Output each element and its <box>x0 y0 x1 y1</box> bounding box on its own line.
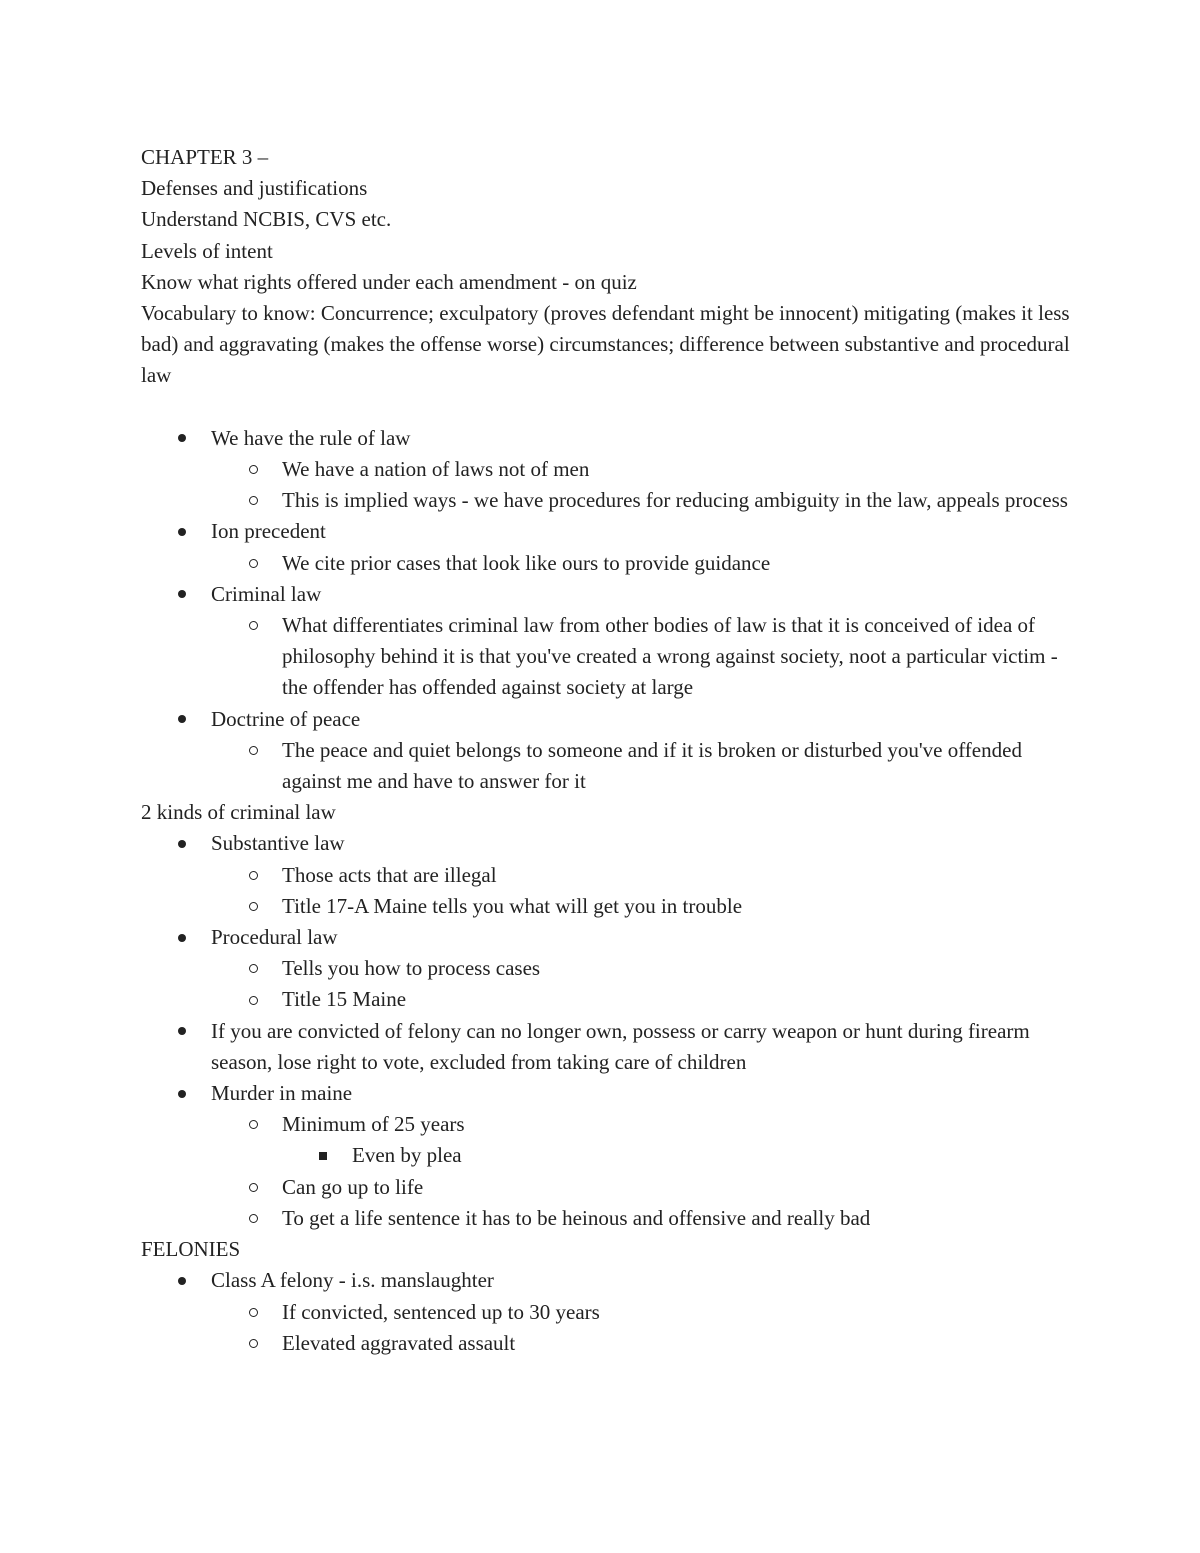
chapter-title: CHAPTER 3 – <box>141 145 269 169</box>
sub-bullet-item <box>141 1203 1071 1234</box>
hollow-circle-bullet-icon <box>249 1120 258 1129</box>
bullet-item <box>141 1078 1071 1109</box>
hollow-circle-bullet-icon <box>249 1183 258 1192</box>
bullet-text: Procedural law <box>211 925 338 950</box>
filled-circle-bullet-icon <box>178 434 186 442</box>
hollow-circle-bullet-icon <box>249 996 258 1005</box>
bullet-marker <box>178 516 186 547</box>
filled-circle-bullet-icon <box>178 1090 186 1098</box>
sub-bullet-item <box>141 1328 1071 1359</box>
bullet-marker <box>249 984 258 1015</box>
bullet-text: Murder in maine <box>211 1081 353 1106</box>
bullet-text: We have a nation of laws not of men <box>282 457 590 482</box>
bullet-item <box>141 1016 1071 1078</box>
bullet-text: Those acts that are illegal <box>282 862 497 887</box>
bullet-text: Substantive law <box>211 831 345 856</box>
document-body <box>141 142 1071 1359</box>
bullet-marker <box>249 1109 258 1140</box>
hollow-circle-bullet-icon <box>249 1308 258 1317</box>
bullet-text: We have the rule of law <box>211 425 411 450</box>
hollow-circle-bullet-icon <box>249 902 258 911</box>
sub-bullet-item <box>141 454 1071 485</box>
bullet-item <box>141 704 1071 735</box>
bullet-marker <box>249 735 258 766</box>
bullet-marker <box>178 1078 186 1109</box>
section-heading: FELONIES <box>141 1237 241 1262</box>
hollow-circle-bullet-icon <box>249 871 258 880</box>
bullet-marker <box>178 423 186 454</box>
hollow-circle-bullet-icon <box>249 559 258 568</box>
sub-bullet-item <box>141 984 1071 1015</box>
bullet-text: Class A felony - i.s. manslaughter <box>211 1268 494 1293</box>
felonies-list <box>141 1265 1071 1359</box>
bullet-marker <box>178 922 186 953</box>
hollow-circle-bullet-icon <box>249 1214 258 1223</box>
filled-circle-bullet-icon <box>178 528 186 536</box>
bullet-marker <box>249 860 258 891</box>
bullet-item <box>141 828 1071 859</box>
bullet-item <box>141 1265 1071 1296</box>
sub-bullet-item <box>141 1109 1071 1140</box>
bullet-marker <box>178 1016 186 1047</box>
bullet-marker <box>178 579 186 610</box>
sub-sub-bullet-item <box>141 1140 1071 1171</box>
bullet-text: This is implied ways - we have procedures for reducing ambiguity in the law, appeals process <box>282 488 1068 513</box>
bullet-marker <box>249 1172 258 1203</box>
bullet-text: If you are convicted of felony can no longer own, possess or carry weapon or hunt during firearm season, lose right to vote, excluded from taking care of children <box>211 1018 1030 1074</box>
bullet-marker <box>178 1265 186 1296</box>
bullet-item <box>141 922 1071 953</box>
bullet-text: Tells you how to process cases <box>282 956 541 981</box>
bullet-marker <box>249 610 258 641</box>
notes-document <box>141 142 1071 1359</box>
square-bullet-icon <box>319 1152 327 1160</box>
sub-bullet-item <box>141 735 1071 797</box>
header-line: Understand NCBIS, CVS etc. <box>141 207 392 232</box>
filled-circle-bullet-icon <box>178 590 186 598</box>
hollow-circle-bullet-icon <box>249 621 258 630</box>
hollow-circle-bullet-icon <box>249 1339 258 1348</box>
filled-circle-bullet-icon <box>178 715 186 723</box>
bullet-marker <box>249 1203 258 1234</box>
bullet-item <box>141 516 1071 547</box>
header-line: Know what rights offered under each amendment - on quiz <box>141 269 637 294</box>
filled-circle-bullet-icon <box>178 840 186 848</box>
bullet-text: We cite prior cases that look like ours to provide guidance <box>282 550 771 575</box>
bullet-item <box>141 579 1071 610</box>
bullet-marker <box>249 1297 258 1328</box>
bullet-text: Elevated aggravated assault <box>282 1330 516 1355</box>
hollow-circle-bullet-icon <box>249 964 258 973</box>
bullet-text: Minimum of 25 years <box>282 1112 465 1137</box>
sub-bullet-item <box>141 1297 1071 1328</box>
sub-bullet-item <box>141 860 1071 891</box>
bullet-text: Doctrine of peace <box>211 706 361 731</box>
bullet-text: Criminal law <box>211 581 322 606</box>
bullet-text: Even by plea <box>352 1143 462 1168</box>
bullet-text: Ion precedent <box>211 519 326 544</box>
bullet-item <box>141 423 1071 454</box>
hollow-circle-bullet-icon <box>249 465 258 474</box>
bullet-text: Can go up to life <box>282 1174 424 1199</box>
bullet-text: What differentiates criminal law from other bodies of law is that it is conceived of idea of philosophy behind it is that you've created a wrong against society, noot a particular victim - the offender has offended against society at large <box>282 613 1058 700</box>
bullet-marker <box>319 1140 327 1171</box>
bullet-marker <box>178 704 186 735</box>
bullet-marker <box>249 891 258 922</box>
bullet-marker <box>178 828 186 859</box>
bullet-marker <box>249 485 258 516</box>
section-heading: 2 kinds of criminal law <box>141 800 336 825</box>
sub-bullet-item <box>141 1172 1071 1203</box>
header-line: Levels of intent <box>141 238 273 263</box>
bullet-marker <box>249 454 258 485</box>
sub-bullet-item <box>141 548 1071 579</box>
filled-circle-bullet-icon <box>178 1277 186 1285</box>
bullet-text: The peace and quiet belongs to someone and if it is broken or disturbed you've offended against me and have to answer for it <box>282 737 1022 794</box>
rule-of-law-list <box>141 423 1071 797</box>
bullet-marker <box>249 953 258 984</box>
bullet-marker <box>249 548 258 579</box>
vocabulary-line: Vocabulary to know: Concurrence; exculpatory (proves defendant might be innocent) mitigating (makes it less bad) and aggravating (makes the offense worse) circumstances; difference between substantive and procedural law <box>141 301 1070 388</box>
filled-circle-bullet-icon <box>178 934 186 942</box>
blank-line <box>141 392 1071 423</box>
hollow-circle-bullet-icon <box>249 746 258 755</box>
bullet-text: Title 15 Maine <box>282 987 407 1012</box>
bullet-text: To get a life sentence it has to be heinous and offensive and really bad <box>282 1205 871 1230</box>
bullet-text: Title 17-A Maine tells you what will get you in trouble <box>282 893 743 918</box>
sub-bullet-item <box>141 485 1071 516</box>
sub-bullet-item <box>141 953 1071 984</box>
sub-bullet-item <box>141 610 1071 704</box>
bullet-marker <box>249 1328 258 1359</box>
bullet-text: If convicted, sentenced up to 30 years <box>282 1299 600 1324</box>
hollow-circle-bullet-icon <box>249 496 258 505</box>
sub-bullet-item <box>141 891 1071 922</box>
filled-circle-bullet-icon <box>178 1027 186 1035</box>
header-line: Defenses and justifications <box>141 176 368 201</box>
criminal-law-list <box>141 828 1071 1234</box>
